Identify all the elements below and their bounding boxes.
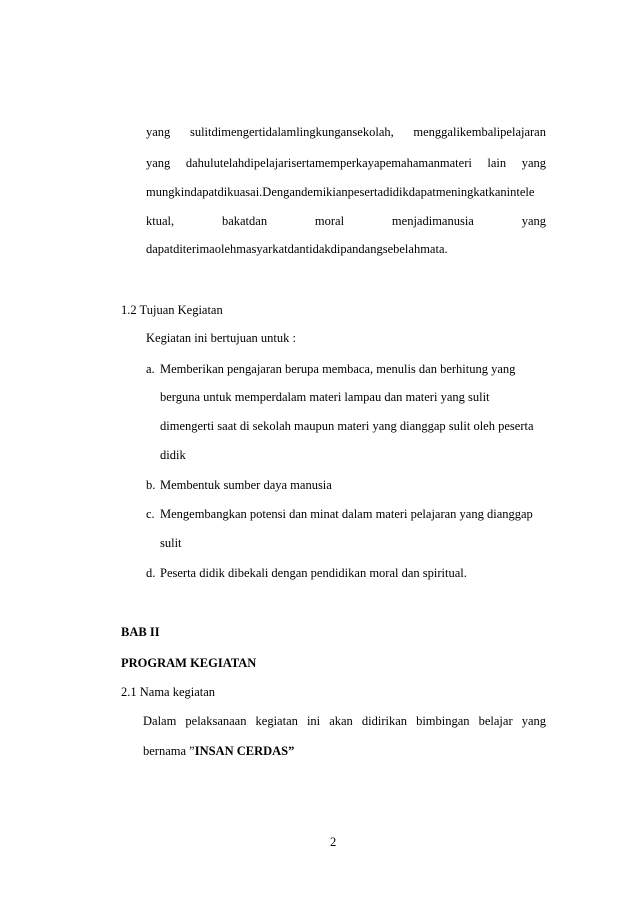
list-item-line: Peserta didik dibekali dengan pendidikan moral dan spiritual. [160,566,467,580]
section-heading: 2.1 Nama kegiatan [121,685,216,699]
section-intro: Kegiatan ini bertujuan untuk : [146,331,296,345]
list-item-line: dimengerti saat di sekolah maupun materi yang dianggap sulit oleh peserta [160,419,534,433]
section-heading: 1.2 Tujuan Kegiatan [121,303,223,317]
list-item-line: berguna untuk memperdalam materi lampau dan materi yang sulit [160,390,490,404]
chapter-title: PROGRAM KEGIATAN [121,656,257,670]
paragraph-line: yang dahulutelahdipelajarisertamemperkayapemahamanmateri lain yang [146,156,546,170]
paragraph-line: ktual, bakatdan moral menjadimanusia yang [146,214,546,228]
list-marker: c. [146,507,155,521]
paragraph-line: yang sulitdimengertidalamlingkungansekolah, menggalikembalipelajaran [146,125,546,139]
list-item-line: sulit [160,536,182,550]
activity-name-prefix: bernama ” [143,744,195,758]
chapter-number: BAB II [121,625,160,639]
list-item-line: Mengembangkan potensi dan minat dalam materi pelajaran yang dianggap [160,507,533,521]
list-item-line: Memberikan pengajaran berupa membaca, menulis dan berhitung yang [160,362,516,376]
list-marker: b. [146,478,156,492]
paragraph-line: dapatditerimaolehmasyarkatdantidakdipandangsebelahmata. [146,242,448,256]
list-item-line: didik [160,448,186,462]
paragraph-line: mungkindapatdikuasai.Dengandemikianpesertadidikdapatmeningkatkanintele [146,185,535,199]
activity-name: INSAN CERDAS” [194,744,295,758]
paragraph-line: Dalam pelaksanaan kegiatan ini akan didirikan bimbingan belajar yang [143,714,546,728]
list-item-line: Membentuk sumber daya manusia [160,478,332,492]
paragraph-line [143,743,294,759]
page-number: 2 [330,835,337,849]
list-marker: a. [146,362,155,376]
list-marker: d. [146,566,156,580]
